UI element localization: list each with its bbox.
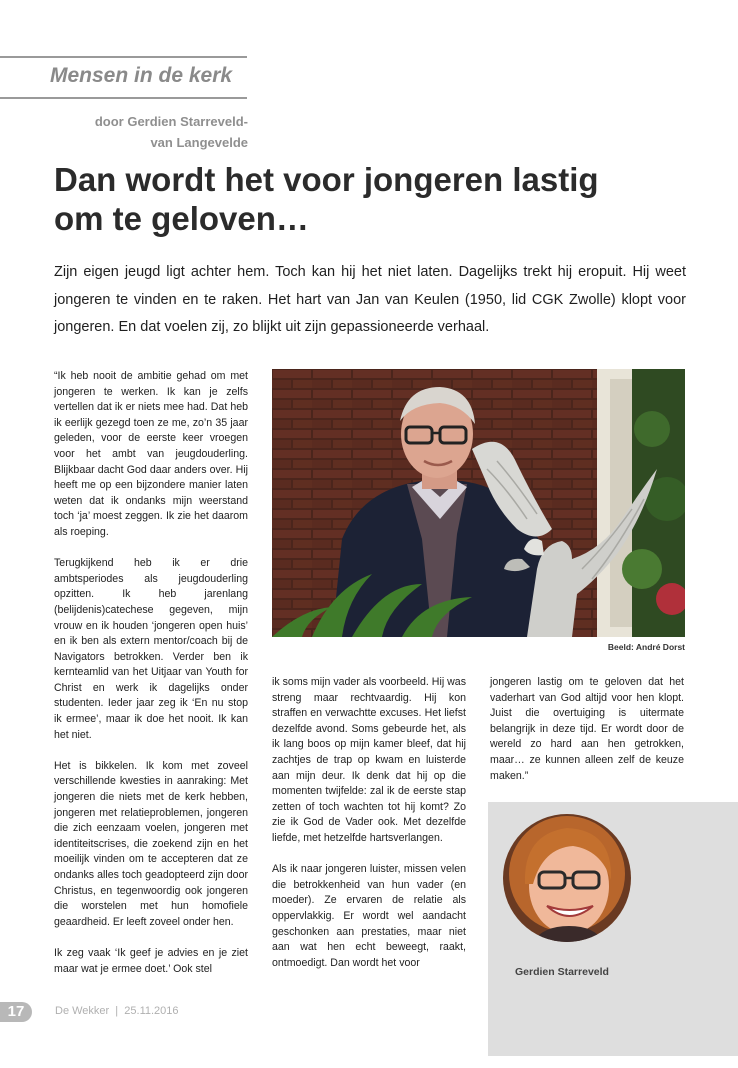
paragraph: Het is bikkelen. Ik kom met zoveel verschillende kwesties in aanraking: Met jongeren die niets met de kerk hebben, jongeren met relatieproblemen, jongeren die zich eenzaam voelen, jongeren met identiteitscrises, die zoekend zijn en het moeilijk vinden om te accepteren dat ze ondanks alles toch geadopteerd zijn door Christus, en tegenwoordig ook jongeren die worstelen met hun homofiele geaardheid. Er leeft zoveel onder hen. — [54, 759, 248, 928]
page-number: 17 — [0, 1002, 32, 1022]
rubric-rule — [0, 97, 247, 99]
paragraph: Terugkijkend heb ik er drie ambtsperiodes als jeugdouderling opzitten. Ik heb jarenlang (belijdenis)catechese gegeven, mijn vrouw en ik houden ‘jongeren open huis’ en ik ben als extern mentor/coach bij de Navigators betrokken. Verder ben ik kernteamlid van het Uitjaar van Youth for Christ en werk ik dagelijks onder studenten. Ieder jaar zeg ik ‘En nu stop ik ermee’, maar ik doe het nooit. Ik kan het niet. — [54, 557, 248, 741]
photo-credit: Beeld: André Dorst — [607, 642, 685, 652]
byline — [95, 111, 248, 153]
main-photo — [272, 369, 685, 637]
top-rule — [0, 56, 247, 58]
author-name: Gerdien Starreveld — [515, 966, 609, 978]
author-portrait — [503, 814, 631, 942]
body-column-1 — [54, 369, 248, 977]
paragraph: Ik zeg vaak ‘Ik geef je advies en je ziet maar wat je ermee doet.’ Ook stel — [54, 946, 248, 975]
paragraph: Als ik naar jongeren luister, missen velen die betrokkenheid van hun vader (en moeder). Ze ervaren de relatie als oppervlakkig. Er wordt wel aandacht geschonken aan prestaties, maar niet aan wat hen echt beweegt, raakt, ontmoedigt. Dan wordt het voor — [272, 863, 466, 969]
article-title — [54, 160, 694, 238]
paragraph: jongeren lastig om te geloven dat het vaderhart van God altijd voor hen klopt. Juist die overtuiging is uitermate belangrijk in deze tijd. Er wordt door de wereld zo hard aan hen getrokken, maar… ze kunnen alleen zelf de keuze maken.” — [490, 676, 684, 782]
article-lead: Zijn eigen jeugd ligt achter hem. Toch kan hij het niet laten. Dagelijks trekt hij eropuit. Hij weet jongeren te vinden en te raken. Het hart van Jan van Keulen (1950, lid CGK Zwolle) klopt voor jongeren. En dat voelen zij, zo blijkt uit zijn gepassioneerde verhaal. — [54, 264, 686, 335]
author-portrait-icon — [503, 814, 631, 942]
paragraph: ik soms mijn vader als voorbeeld. Hij was streng maar rechtvaardig. Hij kon straffen en verwachtte excuses. Het liefst dezelfde avond. Soms gebeurde het, als ik lang boos op mijn kamer bleef, dat hij zachtjes de trap op kwam en luisterde aan mijn deur. Ik denk dat hij op die momenten twijfelde: zal ik de eerste stap zetten of toch wachten tot hij komt? Zo zie ik God de Vader ook. Met dezelfde liefde, met hetzelfde hartsverlangen. — [272, 676, 466, 844]
byline-line-1: door Gerdien Starreveld- — [94, 114, 248, 129]
section-rubric: Mensen in de kerk — [50, 64, 233, 87]
body-column-3 — [490, 675, 684, 784]
body-column-2 — [272, 675, 466, 971]
title-line-2: om te geloven… — [54, 200, 309, 237]
footer-publication: De Wekker | 25.11.2016 — [55, 1005, 179, 1017]
paragraph: “Ik heb nooit de ambitie gehad om met jongeren te werken. Ik kan je zelfs vertellen dat ik er niets mee had. Dat heb ik eerlijk gezegd toen ze me, zo’n 35 jaar geleden, voor de eerste keer vroegen voor het ambt van jeugdouderling. Blijkbaar dacht God daar anders over. Hij heeft me op een bijzondere manier laten weten dat ik ondanks mijn weerstand toch ‘ja’ moest zeggen. Ik zie het daarom als roeping. — [54, 370, 248, 538]
byline-line-2: van Langevelde — [150, 135, 248, 150]
title-line-1: Dan wordt het voor jongeren lastig — [54, 161, 599, 198]
portrait-with-eagle-statue-icon — [272, 369, 685, 637]
